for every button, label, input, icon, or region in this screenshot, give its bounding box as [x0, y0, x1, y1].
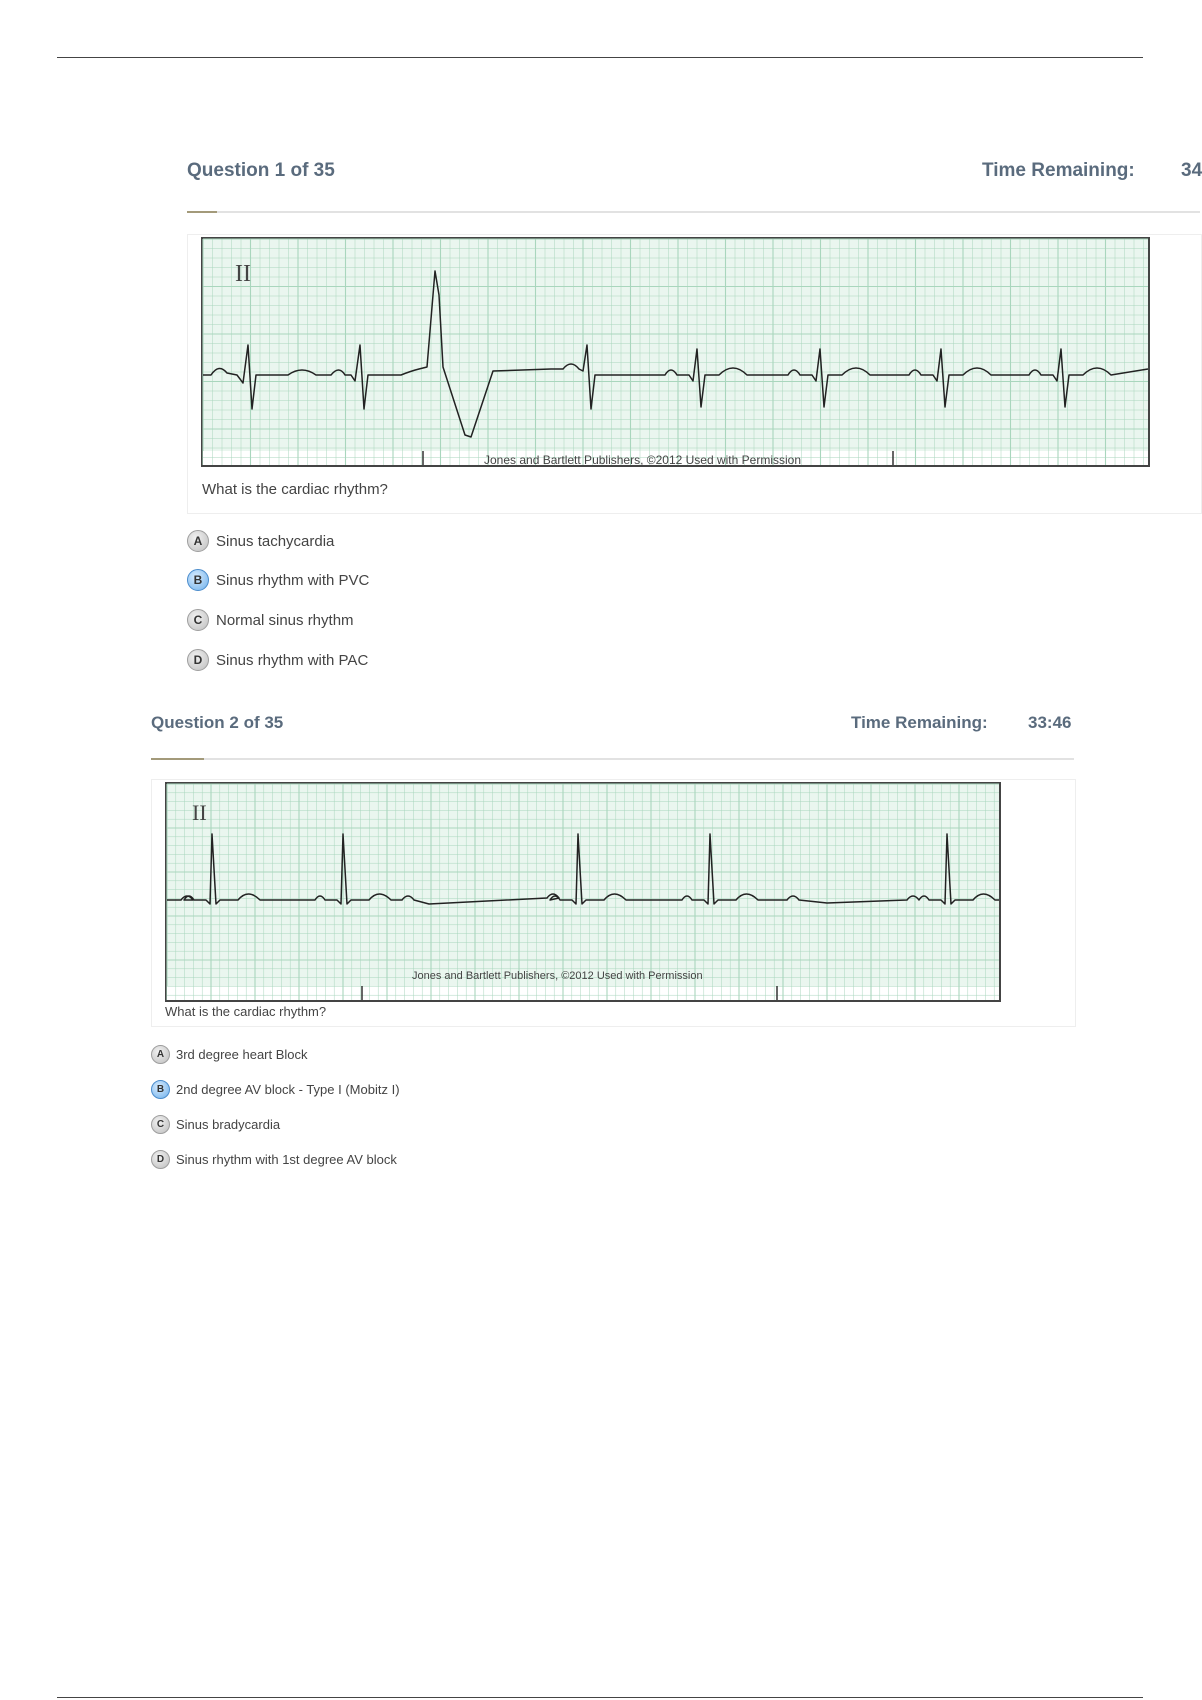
q1-option-a-label: Sinus tachycardia	[216, 532, 335, 550]
question-2-ecg-trace	[167, 834, 999, 904]
q1-option-c[interactable]	[187, 609, 354, 631]
question-2-lead-label: II	[192, 800, 207, 825]
question-1-time-value: 34	[1181, 160, 1202, 181]
question-2	[151, 713, 1074, 1173]
page-top-rule	[57, 57, 1143, 58]
question-2-underline	[151, 758, 1074, 760]
question-2-ecg-strip	[165, 782, 1001, 1002]
q2-option-d-badge[interactable]: D	[151, 1150, 170, 1169]
question-2-header: Question 2 of 35	[151, 713, 284, 732]
q1-option-b-label: Sinus rhythm with PVC	[216, 571, 370, 589]
question-2-strip-panel	[151, 779, 1076, 1027]
q1-option-c-badge[interactable]: C	[187, 609, 209, 631]
q2-option-b-label: 2nd degree AV block - Type I (Mobitz I)	[176, 1082, 400, 1097]
question-1-lead-label: II	[235, 261, 251, 287]
question-2-ecg-credit: Jones and Bartlett Publishers, ©2012 Used with Permission	[412, 970, 703, 982]
question-1-time-label: Time Remaining:	[982, 160, 1135, 181]
q2-option-a-label: 3rd degree heart Block	[176, 1047, 308, 1062]
question-1-underline	[187, 211, 1200, 213]
q2-option-b-badge[interactable]: B	[151, 1080, 170, 1099]
question-1-header: Question 1 of 35	[187, 160, 335, 181]
q2-option-a[interactable]	[151, 1045, 308, 1064]
question-2-prompt: What is the cardiac rhythm?	[165, 1004, 327, 1019]
q2-option-b[interactable]	[151, 1080, 400, 1099]
q1-option-d-label: Sinus rhythm with PAC	[216, 651, 369, 669]
q2-option-c-label: Sinus bradycardia	[176, 1117, 281, 1132]
page-bottom-rule	[57, 1697, 1143, 1698]
q1-option-a[interactable]	[187, 530, 334, 552]
q2-option-c[interactable]	[151, 1115, 280, 1134]
q1-option-a-badge[interactable]: A	[187, 530, 209, 552]
q1-option-d[interactable]	[187, 649, 368, 671]
q1-option-b[interactable]	[187, 569, 369, 591]
question-1-ecg-strip	[201, 237, 1150, 467]
q2-option-a-badge[interactable]: A	[151, 1045, 170, 1064]
question-1-prompt: What is the cardiac rhythm?	[202, 481, 388, 498]
q1-option-d-badge[interactable]: D	[187, 649, 209, 671]
question-2-time-value: 33:46	[1028, 713, 1072, 732]
question-1	[187, 160, 1200, 680]
q2-option-d-label: Sinus rhythm with 1st degree AV block	[176, 1152, 397, 1167]
q2-option-c-badge[interactable]: C	[151, 1115, 170, 1134]
q1-option-b-badge[interactable]: B	[187, 569, 209, 591]
question-1-strip-panel	[187, 234, 1202, 514]
q1-option-c-label: Normal sinus rhythm	[216, 611, 354, 629]
q2-option-d[interactable]	[151, 1150, 397, 1169]
question-2-time-label: Time Remaining:	[851, 713, 988, 732]
question-1-ecg-credit: Jones and Bartlett Publishers, ©2012 Used with Permission	[484, 453, 801, 467]
